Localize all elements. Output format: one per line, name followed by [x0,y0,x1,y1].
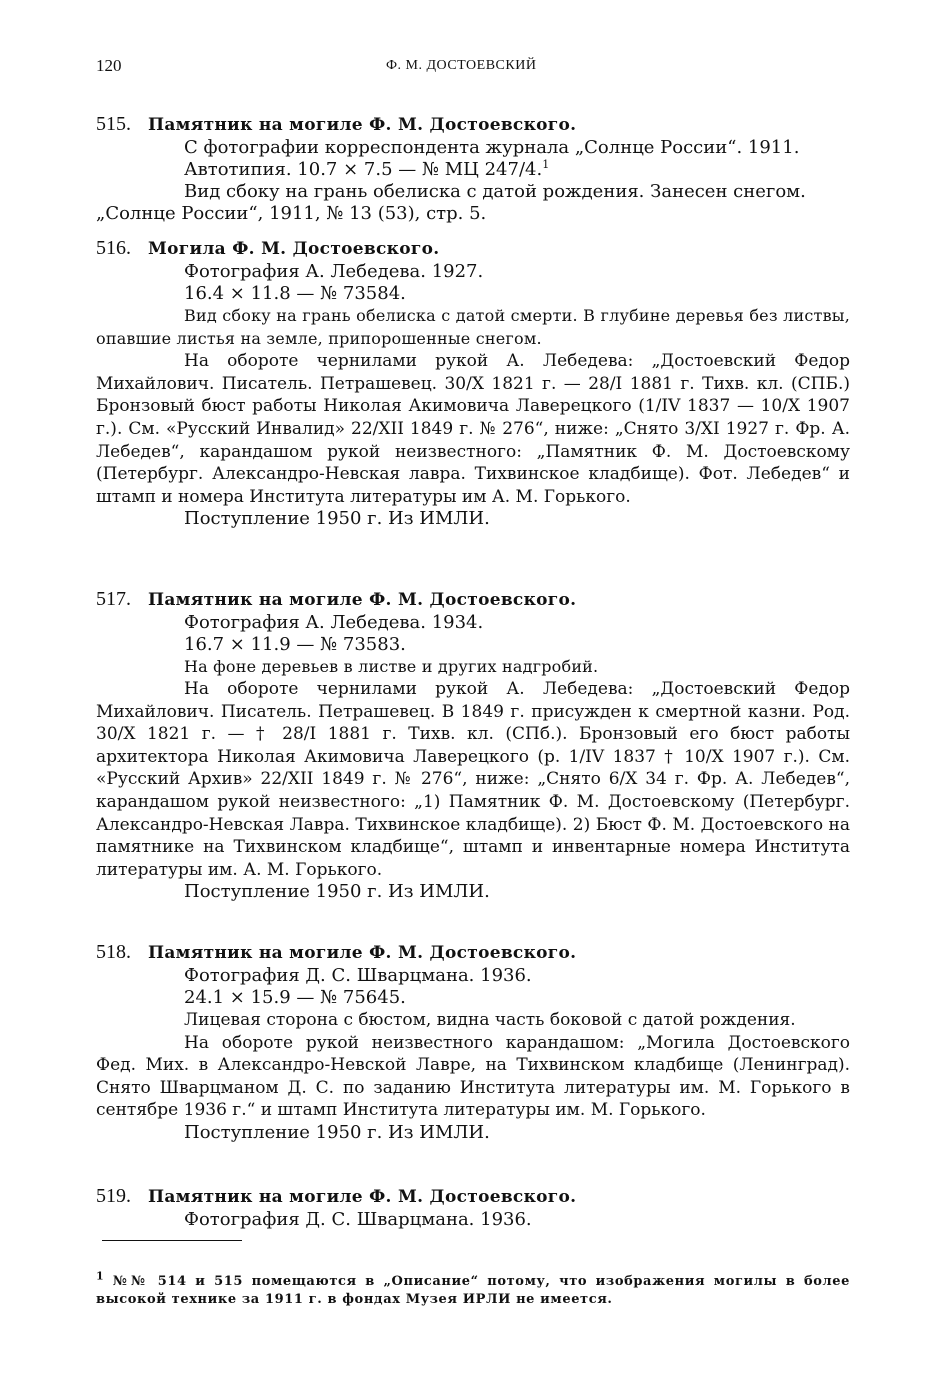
entry-acquisition-line: Поступление 1950 г. Из ИМЛИ. [184,1121,490,1143]
entry-title: Памятник на могиле Ф. М. Достоевского. [148,590,577,610]
entry-reverse-inscription [96,1032,850,1122]
entry-description [96,305,850,350]
page-number: 120 [96,56,122,75]
entry-photographer-line: Фотография А. Лебедева. 1927. [184,261,484,282]
entry-photographer-line: Фотография Д. С. Шварцмана. 1936. [184,1209,532,1230]
entry-title: Памятник на могиле Ф. М. Достоевского. [148,115,577,135]
entry-acquisition-line: Поступление 1950 г. Из ИМЛИ. [184,881,490,903]
entry-reverse-text: На обороте рукой неизвестного карандашом: „Могила Достоевского Фед. Мих. в Александро-Невской Лавре, на Тихвинском кладбище (Ленинград). Снято Шварцманом Д. С. по заданию Института литературы им. М. Горького в сентябре 1936 г.“ и штамп Института литературы им. М. Горького. [96,1032,850,1121]
footnote-divider [102,1240,242,1241]
entry-technique-line [96,159,850,181]
entry-title: Памятник на могиле Ф. М. Достоевского. [148,943,577,963]
entry-acquisition-line: Поступление 1950 г. Из ИМЛИ. [184,508,490,530]
entry-number: 518. [96,941,131,963]
entry-description [96,1009,850,1032]
footnote-mark: 1 [96,1269,105,1283]
entry-technique-text: Автотипия. 10.7 × 7.5 — № МЦ 247/4. [184,159,543,180]
entry-reverse-text: На обороте чернилами рукой А. Лебедева: „Достоевский Федор Михайлович. Писатель. Петрашевец. 30/X 1821 г. — 28/I 1881 г. Тихв. кл. (СПБ.) Бронзовый бюст работы Николая Акимовича Лаверецкого (1/IV 1837 — 10/X 1907 г.). См. «Русский Инвалид» 22/XII 1849 г. № 276“, ниже: „Снято 3/XI 1927 г. Фр. А. Лебедев“, карандашом рукой неизвестного: „Памятник Ф. М. Достоевскому (Петербург. Александро-Невская лавра. Тихвинское кладбище). Фот. Лебедев“ и штамп и номера Института литературы им А. М. Горького. [96,351,850,507]
page-header [96,56,856,82]
entry-reverse-text: На обороте чернилами рукой А. Лебедева: „Достоевский Федор Михайлович. Писатель. Петрашевец. В 1849 г. присужден к смертной казни. Род. 30/X 1821 г. — † 28/I 1881 г. Тихв. кл. (СПб.). Бронзовый его бюст работы архитектора Николая Акимовича Лаверецкого (р. 1/IV 1837 † 10/X 1907 г.). См. «Русский Архив» 22/XII 1849 г. № 276“, ниже: „Снято 6/X 34 г. Фр. А. Лебедев“, карандашом рукой неизвестного: „1) Памятник Ф. М. Достоевскому (Петербург. Александро-Невская Лавра. Тихвинское кладбище). 2) Бюст Ф. М. Достоевского на памятнике на Тихвинском кладбище“, штамп и инвентарные номера Института литературы им. А. М. Горького. [96,679,850,880]
footnote-text: №№ 514 и 515 помещаются в „Описание“ потому, что изображения могилы в более высокой технике за 1911 г. в фондах Музея ИРЛИ не имеется. [96,1274,850,1307]
running-title: Ф. М. ДОСТОЕВСКИЙ [386,58,537,73]
entry-description-text: Лицевая сторона с бюстом, видна часть боковой с датой рождения. [184,1010,796,1030]
catalog-entry-519 [96,1184,850,1231]
entry-description-text: Вид сбоку на грань обелиска с датой смерти. В глубине деревья без листвы, опавшие листья на земле, припорошенные снегом. [96,306,850,348]
entry-photographer-line: Фотография Д. С. Шварцмана. 1936. [184,965,532,986]
entry-dimensions-line: 16.4 × 11.8 — № 73584. [184,283,406,304]
entry-reverse-inscription [96,350,850,508]
entry-dimensions-line: 24.1 × 15.9 — № 75645. [184,987,406,1008]
entry-description-line: Вид сбоку на грань обелиска с датой рождения. Занесен снегом. [184,181,806,202]
entry-heading [96,940,850,965]
catalog-entry-516 [96,236,850,530]
entry-source-line: С фотографии корреспондента журнала „Солнце России“. 1911. [184,137,800,158]
catalog-entry-515 [96,112,850,225]
footnote [96,1269,850,1309]
entry-heading [96,587,850,612]
entry-number: 516. [96,237,131,259]
entry-title: Памятник на могиле Ф. М. Достоевского. [148,1187,577,1207]
entry-number: 515. [96,113,131,135]
entry-heading [96,112,850,137]
entry-heading [96,236,850,261]
entry-dimensions-line: 16.7 × 11.9 — № 73583. [184,634,406,655]
entry-heading [96,1184,850,1209]
entry-description: На фоне деревьев в листве и других надгробий. [184,657,599,676]
catalog-entry-517 [96,587,850,903]
footnote-reference: 1 [542,158,550,171]
entry-number: 517. [96,588,131,610]
entry-publication-line: „Солнце России“, 1911, № 13 (53), стр. 5. [96,203,487,224]
catalog-entry-518 [96,940,850,1144]
entry-reverse-inscription [96,678,850,881]
entry-photographer-line: Фотография А. Лебедева. 1934. [184,612,484,633]
entry-number: 519. [96,1185,131,1207]
entry-title: Могила Ф. М. Достоевского. [148,239,440,259]
